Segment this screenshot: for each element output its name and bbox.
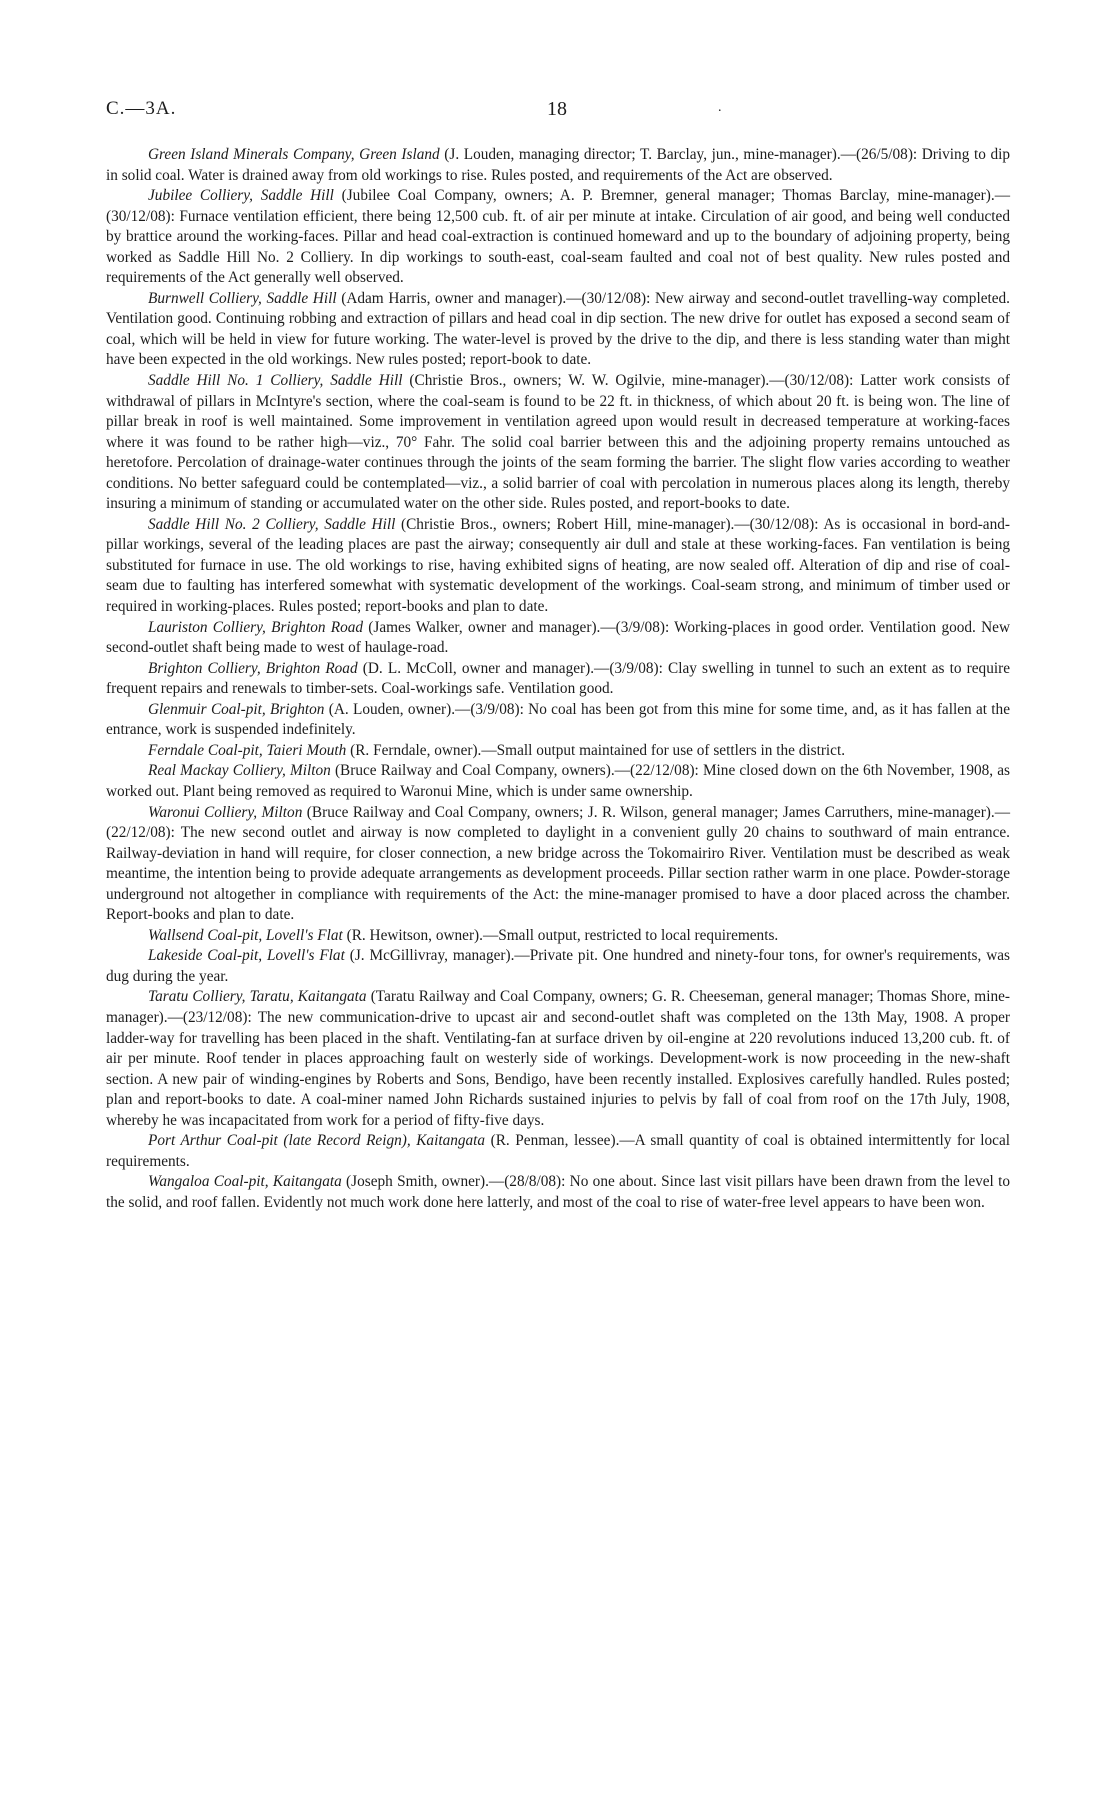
entry-text: (Taratu Railway and Coal Company, owners; G. R. Cheeseman, general manager; Thomas Shore, mine-manager).—(23/12/08): The new communication-drive to upcast air and second-outlet shaft was completed on the 13th May, 1908. A proper ladder-way for travelling has been placed in the shaft. Ventilating-fan at surface driven by oil-engine at 220 revolutions induced 13,200 cub. ft. of air per minute. Roof tender in places approaching fault on westerly side of workings. Development-work is now proceeding in the new-shaft section. A new pair of winding-engines by Roberts and Sons, Bendigo, have been recently installed. Explosives carefully handled. Rules posted; plan and report-books to date. A coal-miner named John Richards sustained injuries to pelvis by fall of coal from roof on the 17th July, 1908, whereby he was incapacitated from work for a period of fifty-five days. <box>106 988 1010 1129</box>
entry-text: (J. Louden, managing director; T. Barclay, jun., mine-manager).—(26/5/08): Driving to dip in solid coal. Water is drained away from old workings to rise. Rules posted, and requirements of the Act are observed. <box>106 146 1011 184</box>
colliery-entry <box>106 926 1010 947</box>
entry-text: (Christie Bros., owners; W. W. Ogilvie, mine-manager).—(30/12/08): Latter work consists of withdrawal of pillars in McIntyre's section, where the coal-seam is found to be 22 ft. in thickness, of which about 20 ft. is being won. The line of pillar break in roof is well maintained. Some improvement in ventilation agreed upon would result in decreased temperature at working-faces where it was found to be rather high—viz., 70° Fahr. The solid coal barrier between this and the adjoining property remains untouched as heretofore. Percolation of drainage-water continues through the joints of the seam forming the barrier. The slight flow varies according to weather conditions. No better safeguard could be contemplated—viz., a solid barrier of coal with percolation in numerous places along its length, thereby insuring a minimum of standing or accumulated water on the other side. Rules posted, and report-books to date. <box>106 372 1011 513</box>
colliery-name: Saddle Hill No. 2 Colliery, Saddle Hill <box>148 515 396 533</box>
colliery-name: Green Island Minerals Company, Green Island <box>148 146 440 163</box>
colliery-entry <box>106 1131 1010 1172</box>
entry-text: (A. Louden, owner).—(3/9/08): No coal has been got from this mine for some time, and, as it has fallen at the entrance, work is suspended indefinitely. <box>106 700 1010 739</box>
colliery-name: Brighton Colliery, Brighton Road <box>148 659 358 677</box>
colliery-name: Jubilee Colliery, Saddle Hill <box>148 187 334 205</box>
colliery-name: Lauriston Colliery, Brighton Road <box>148 618 364 636</box>
entry-text: (R. Penman, lessee).—A small quantity of coal is obtained intermittently for local requirements. <box>106 1132 1011 1170</box>
colliery-name: Burnwell Colliery, Saddle Hill <box>148 289 337 307</box>
colliery-name: Glenmuir Coal-pit, Brighton <box>148 700 325 718</box>
colliery-name: Wallsend Coal-pit, Lovell's Flat <box>148 926 343 944</box>
entry-text: (James Walker, owner and manager).—(3/9/08): Working-places in good order. Ventilation good. New second-outlet shaft being made to west of haulage-road. <box>106 618 1010 657</box>
colliery-entry <box>106 803 1010 926</box>
colliery-entry <box>106 1172 1010 1213</box>
page-number: 18 <box>547 98 567 120</box>
colliery-entry <box>106 946 1010 987</box>
entry-text: (Bruce Railway and Coal Company, owners; J. R. Wilson, general manager; James Carruthers, mine-manager).—(22/12/08): The new second outlet and airway is now completed to daylight in a convenient gully 20 chains to southward of main entrance. Railway-deviation in hand will require, for closer connection, a new bridge across the Tokomairiro River. Ventilation must be described as weak meantime, the intention being to provide adequate arrangements as development proceeds. Pillar section rather warm in one place. Powder-storage underground not altogether in compliance with requirements of the Act: the mine-manager promised to have a door placed across the chamber. Report-books and plan to date. <box>106 803 1010 924</box>
colliery-name: Port Arthur Coal-pit (late Record Reign), Kaitangata <box>148 1132 486 1150</box>
colliery-entry <box>106 371 1010 515</box>
colliery-entry <box>106 700 1010 741</box>
colliery-entry <box>106 289 1010 371</box>
colliery-name: Real Mackay Colliery, Milton <box>148 762 331 780</box>
entry-text: (Joseph Smith, owner).—(28/8/08): No one about. Since last visit pillars have been drawn from the level to the solid, and roof fallen. Evidently not much work done here latterly, and most of the coal to rise of water-free level appears to have been won. <box>106 1173 1010 1211</box>
entry-text: (Bruce Railway and Coal Company, owners).—(22/12/08): Mine closed down on the 6th November, 1908, as worked out. Plant being removed as required to Waronui Mine, which is under same ownership. <box>106 762 1010 800</box>
colliery-entry <box>106 515 1010 618</box>
colliery-entry <box>106 145 1010 186</box>
entry-text: (Adam Harris, owner and manager).—(30/12/08): New airway and second-outlet travelling-way completed. Ventilation good. Continuing robbing and extraction of pillars and head coal in dip section. The new drive for outlet has exposed a second seam of coal, which will be held in view for future working. The water-level is proved by the drive to the dip, and there is less standing water than might have been expected in the old workings. New rules posted; report-book to date. <box>106 289 1010 369</box>
colliery-name: Taratu Colliery, Taratu, Kaitangata <box>148 988 367 1006</box>
colliery-name: Lakeside Coal-pit, Lovell's Flat <box>148 947 345 965</box>
colliery-entry <box>106 741 1010 762</box>
colliery-entry <box>106 987 1010 1131</box>
colliery-entry <box>106 761 1010 802</box>
page-header <box>106 98 1008 124</box>
entry-text: (J. McGillivray, manager).—Private pit. One hundred and ninety-four tons, for owner's requirements, was dug during the year. <box>106 947 1010 985</box>
colliery-name: Ferndale Coal-pit, Taieri Mouth <box>148 741 347 759</box>
entry-text: (R. Hewitson, owner).—Small output, restricted to local requirements. <box>342 926 779 944</box>
header-mark: . <box>718 100 722 115</box>
colliery-name: Wangaloa Coal-pit, Kaitangata <box>148 1173 342 1191</box>
entry-text: (D. L. McColl, owner and manager).—(3/9/08): Clay swelling in tunnel to such an extent as to require frequent repairs and renewals to timber-sets. Coal-workings safe. Ventilation good. <box>106 659 1010 698</box>
colliery-entry <box>106 186 1010 289</box>
entry-text: (Jubilee Coal Company, owners; A. P. Bremner, general manager; Thomas Barclay, mine-manager).—(30/12/08): Furnace ventilation efficient, there being 12,500 cub. ft. of air per minute at intake. Circulation of air good, and being well conducted by brattice around the working-faces. Pillar and head coal-extraction is continued homeward and up to the boundary of adjoining property, being worked as Saddle Hill No. 2 Colliery. In dip workings to south-east, coal-seam faulted and coal not of best quality. New rules posted and requirements of the Act generally well observed. <box>106 187 1010 287</box>
document-reference: C.—3A. <box>106 98 177 119</box>
entry-text: (Christie Bros., owners; Robert Hill, mine-manager).—(30/12/08): As is occasional in bord-and-pillar workings, several of the leading places are past the airway; consequently air dull and stale at these working-faces. Fan ventilation is being substituted for furnace in use. The old workings to rise, having exhibited signs of heating, are now sealed off. Alteration of dip and rise of coal-seam due to faulting has interfered somewhat with systematic development of the workings. Coal-seam strong, and minimum of timber used or required in working-places. Rules posted; report-books and plan to date. <box>106 515 1010 616</box>
report-body <box>106 145 1010 1213</box>
colliery-entry <box>106 659 1010 700</box>
colliery-name: Waronui Colliery, Milton <box>148 803 303 821</box>
colliery-name: Saddle Hill No. 1 Colliery, Saddle Hill <box>148 372 403 390</box>
entry-text: (R. Ferndale, owner).—Small output maintained for use of settlers in the district. <box>346 741 846 759</box>
colliery-entry <box>106 618 1010 659</box>
